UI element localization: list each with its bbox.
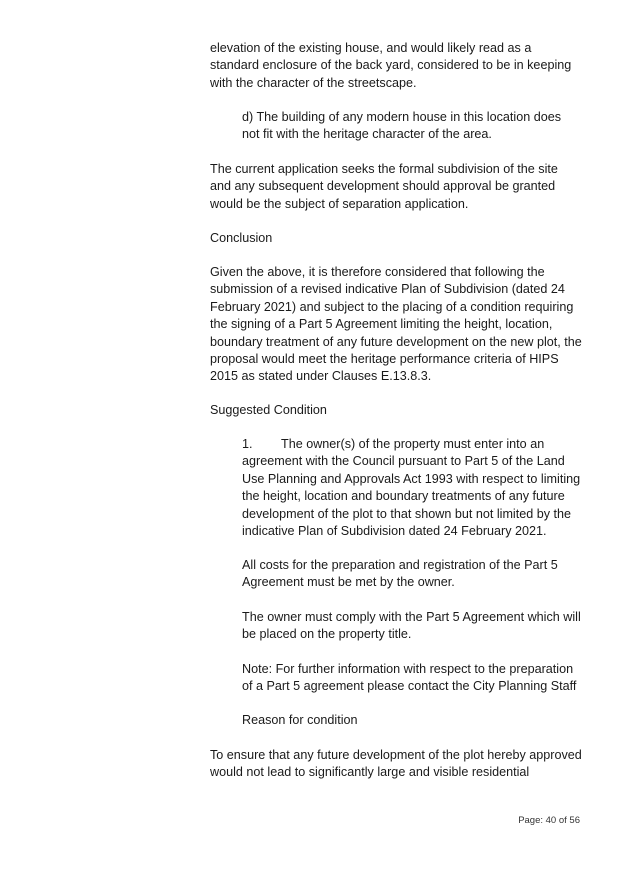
condition-item: [242, 436, 582, 540]
heading-suggested-condition: Suggested Condition: [210, 403, 327, 417]
paragraph-to-ensure: To ensure that any future development of the plot hereby approved would not lead to significantly large and visible residential: [210, 748, 582, 780]
paragraph-d: d) The building of any modern house in this location does not fit with the heritage character of the area.: [242, 110, 562, 142]
paragraph-note: Note: For further information with respect to the preparation of a Part 5 agreement please contact the City Planning Staff: [242, 662, 577, 694]
condition-text: The owner(s) of the property must enter into an agreement with the Council pursuant to Part 5 of the Land Use Planning and Approvals Act 1993 with respect to limiting the height, location and boundary treatments of any future development of the plot to that shown but not limited by the indicative Plan of Subdivision dated 24 February 2021.: [242, 437, 581, 539]
paragraph-intro: elevation of the existing house, and would likely read as a standard enclosure of the back yard, considered to be in keeping with the character of the streetscape.: [210, 41, 572, 90]
paragraph-costs: All costs for the preparation and registration of the Part 5 Agreement must be met by the owner.: [242, 558, 558, 590]
condition-number: 1.: [242, 437, 253, 451]
paragraph-given-the-above: Given the above, it is therefore considered that following the submission of a revised indicative Plan of Subdivision (dated 24 February 2021) and subject to the placing of a condition requiring the signing of a Part 5 Agreement limiting the height, location, boundary treatment of any future development on the new plot, the proposal would meet the heritage performance criteria of HIPS 2015 as stated under Clauses E.13.8.3.: [210, 265, 582, 384]
heading-conclusion: Conclusion: [210, 231, 273, 245]
paragraph-comply: The owner must comply with the Part 5 Agreement which will be placed on the property title.: [242, 610, 581, 642]
paragraph-current-application: The current application seeks the formal subdivision of the site and any subsequent development should approval be granted would be the subject of separation application.: [210, 162, 558, 211]
page-number: Page: 40 of 56: [518, 815, 580, 826]
heading-reason-for-condition: Reason for condition: [242, 713, 358, 727]
